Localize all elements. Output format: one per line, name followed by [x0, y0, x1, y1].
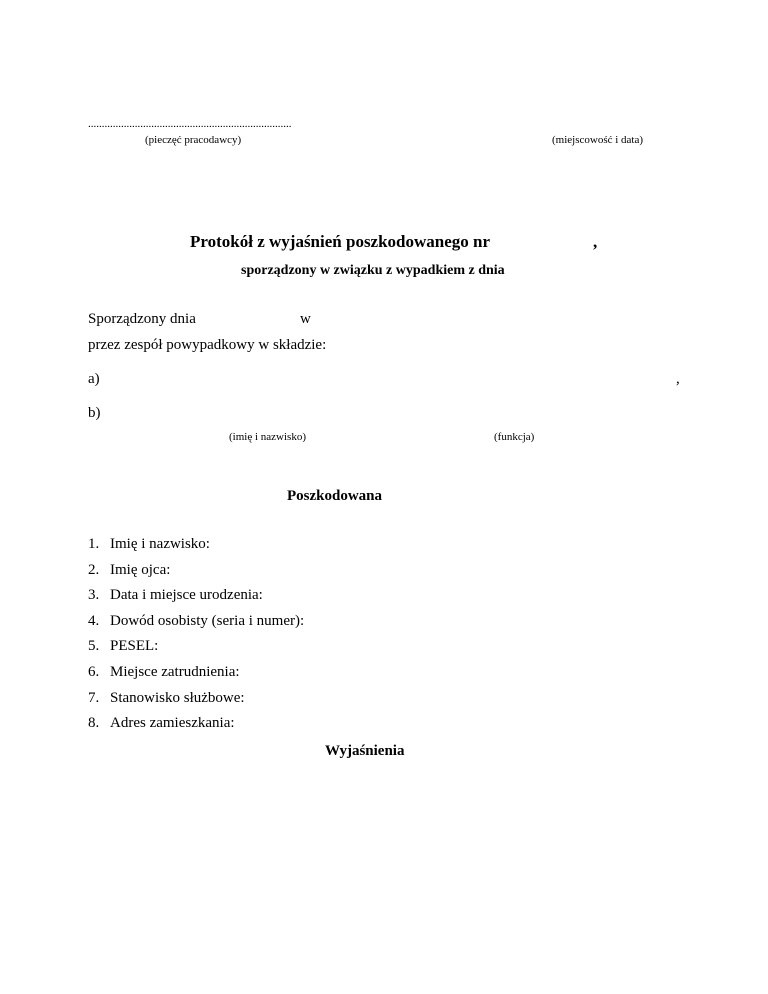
list-item-number: 7.: [88, 689, 100, 706]
list-item-number: 4.: [88, 612, 100, 629]
injured-person-heading: Poszkodowana: [287, 488, 383, 504]
injured-person-fields: [88, 535, 304, 740]
list-item: [88, 714, 304, 740]
list-item-label: Dowód osobisty (seria i numer):: [110, 612, 305, 629]
team-member-a-comma: ,: [676, 371, 680, 387]
list-item: [88, 637, 304, 663]
explanations-heading: Wyjaśnienia: [325, 743, 405, 759]
list-item: [88, 663, 304, 689]
list-item-number: 3.: [88, 587, 100, 604]
list-item-number: 2.: [88, 561, 100, 578]
list-item-label: Miejsce zatrudnienia:: [110, 663, 240, 680]
title-comma: ,: [593, 232, 598, 251]
function-caption: (funkcja): [494, 431, 535, 443]
list-item-number: 5.: [88, 638, 100, 655]
list-item-label: Data i miejsce urodzenia:: [110, 587, 263, 604]
list-item-label: Adres zamieszkania:: [110, 715, 235, 732]
team-member-a-marker: a): [88, 371, 100, 387]
place-date-label: (miejscowość i data): [552, 134, 644, 146]
list-item: [88, 612, 304, 638]
document-subtitle: sporządzony w związku z wypadkiem z dnia: [241, 263, 505, 278]
list-item-number: 8.: [88, 715, 100, 732]
stamp-dotted-line: ..........................................................................: [88, 118, 292, 130]
list-item-number: 1.: [88, 536, 100, 552]
made-in-label: w: [300, 311, 311, 327]
list-item-number: 6.: [88, 663, 100, 680]
list-item-label: Imię ojca:: [110, 561, 171, 578]
made-on-label: Sporządzony dnia: [88, 311, 196, 327]
list-item: [88, 561, 304, 587]
employer-stamp-label: (pieczęć pracodawcy): [145, 134, 242, 146]
list-item: [88, 689, 304, 715]
team-label: przez zespół powypadkowy w składzie:: [88, 337, 327, 353]
list-item-label: Imię i nazwisko:: [110, 536, 210, 552]
name-caption: (imię i nazwisko): [229, 431, 306, 443]
list-item-label: PESEL:: [110, 638, 159, 655]
list-item: [88, 535, 304, 561]
list-item-label: Stanowisko służbowe:: [110, 689, 245, 706]
document-title: Protokół z wyjaśnień poszkodowanego nr: [190, 232, 491, 251]
team-member-b-marker: b): [88, 405, 101, 421]
list-item: [88, 586, 304, 612]
